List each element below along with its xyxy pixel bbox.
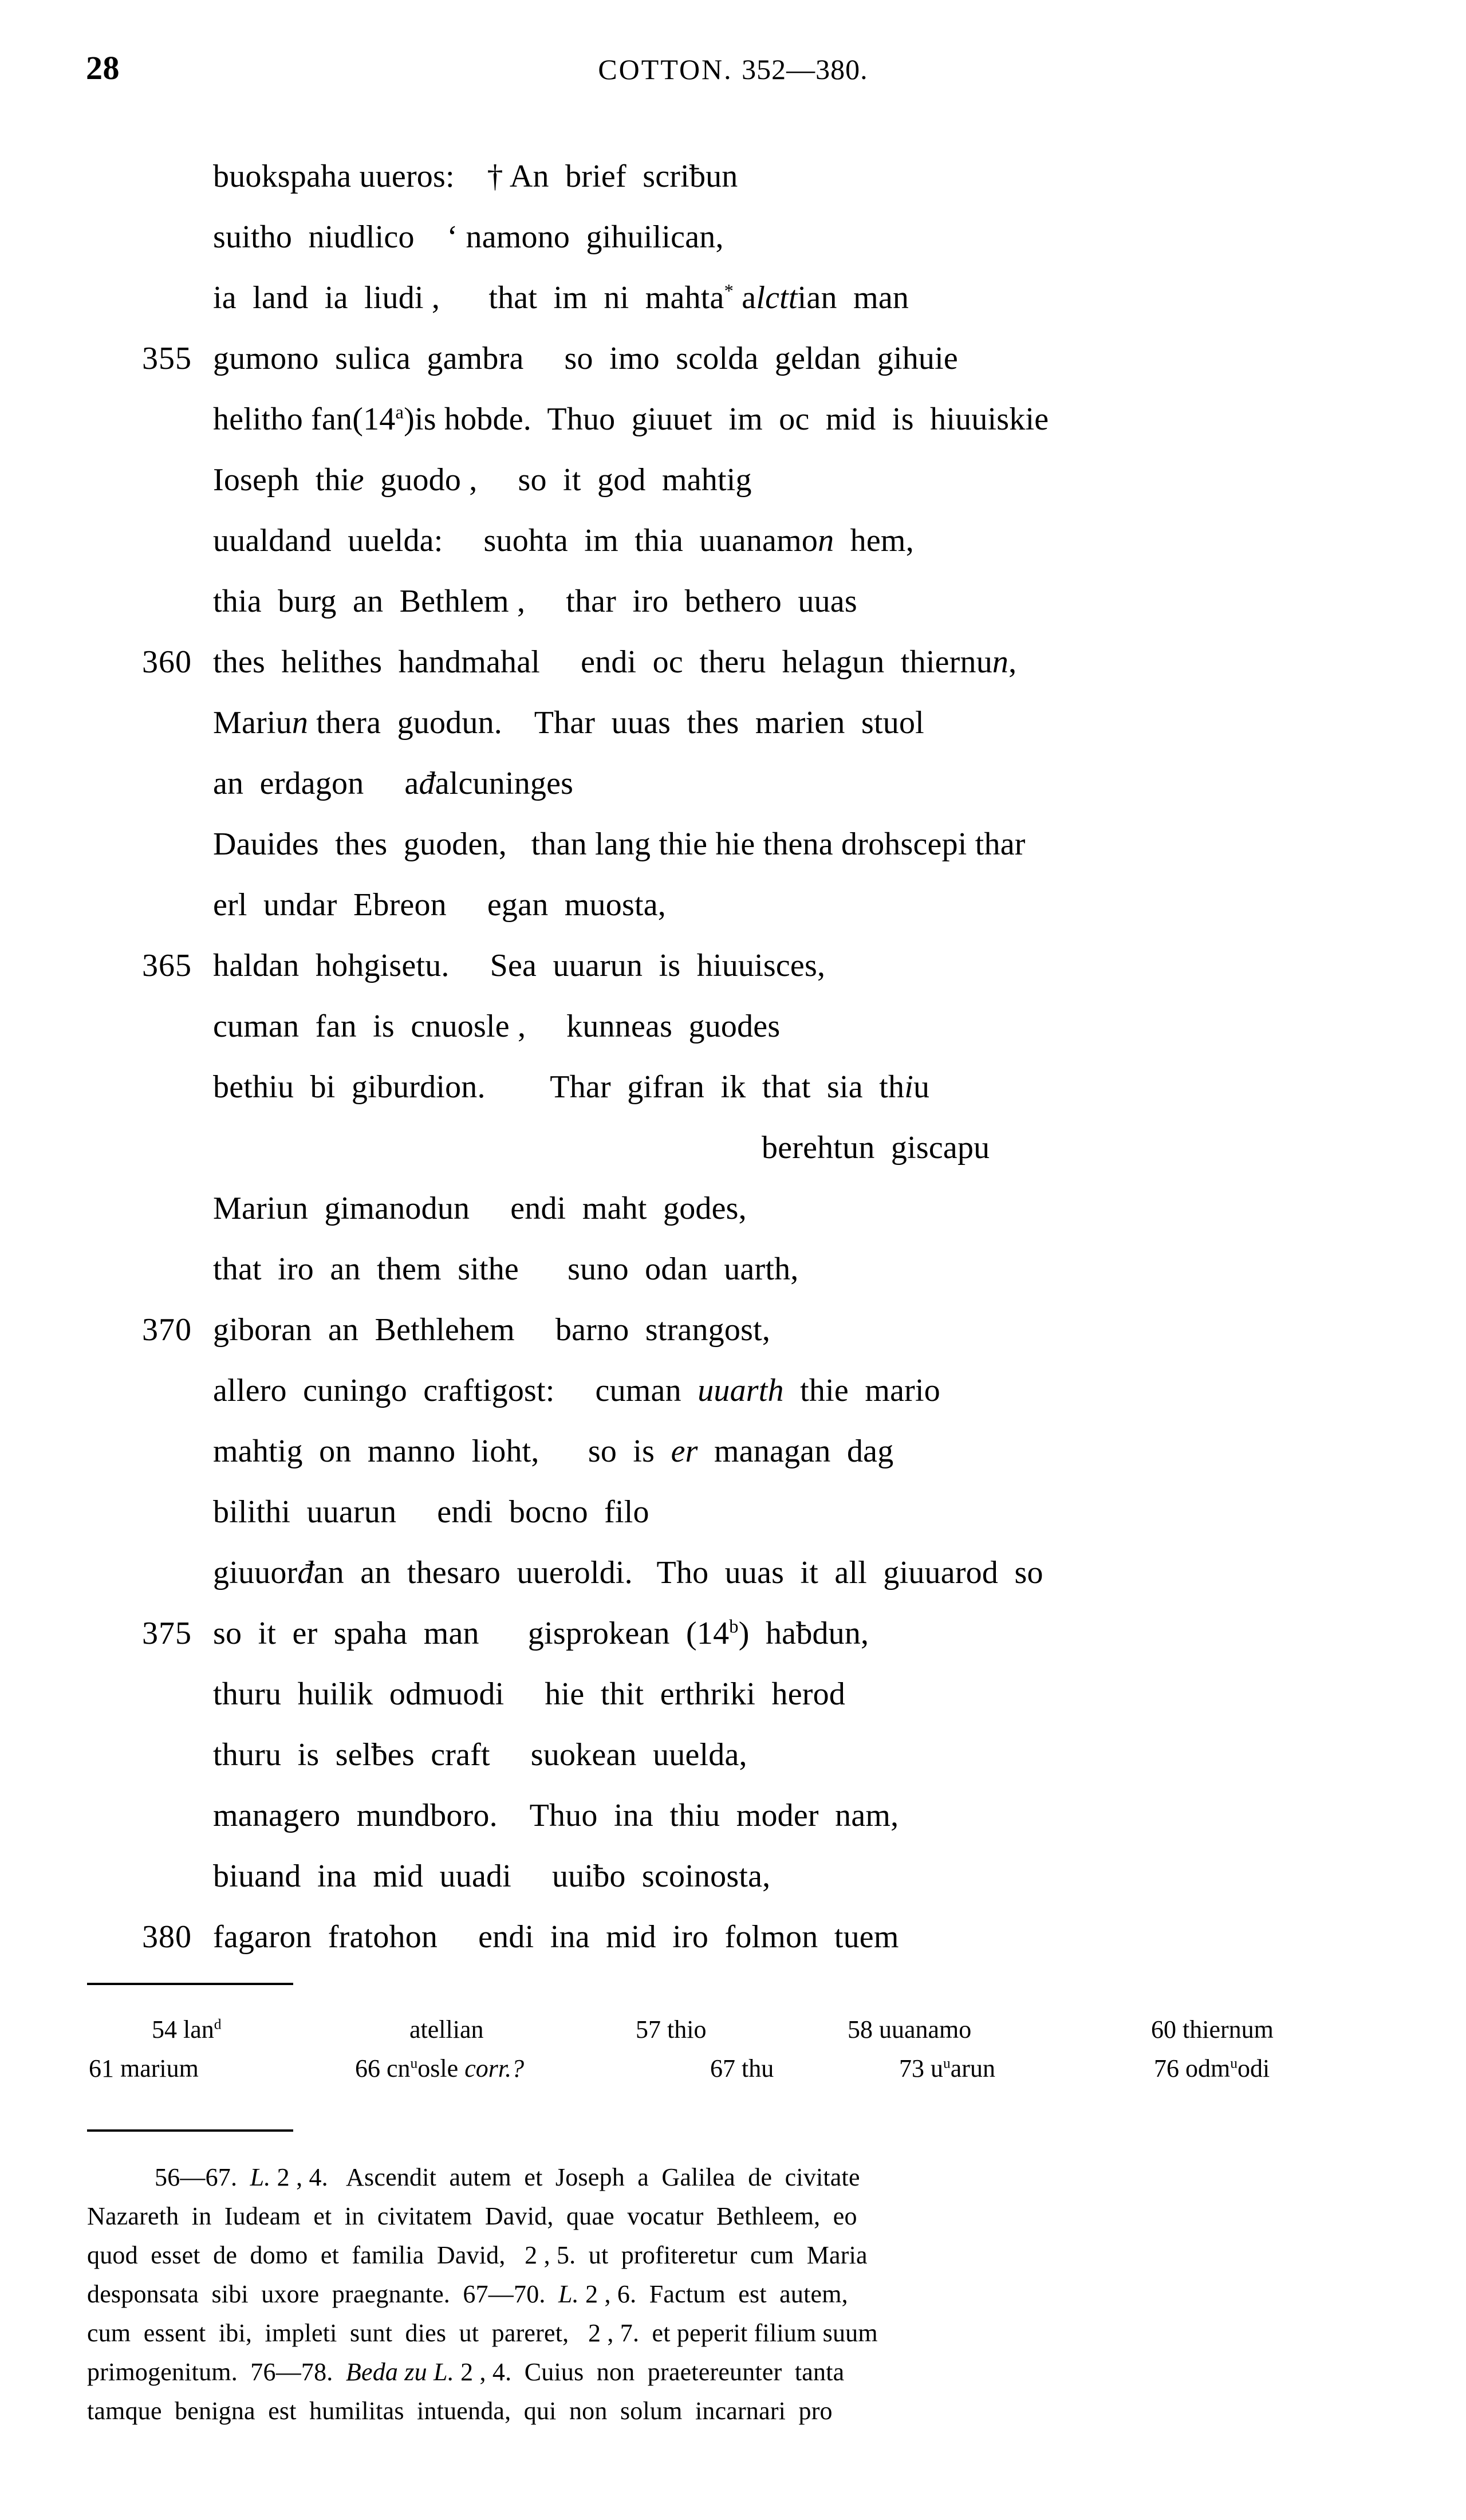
verse-line: [0, 1603, 1466, 1664]
italic-run: đ: [297, 1555, 314, 1590]
running-head: [0, 49, 1466, 97]
verse-line: [0, 1785, 1466, 1846]
verse-line: [0, 1724, 1466, 1785]
superscript-run: u: [1230, 2054, 1238, 2072]
verse-line-text: biuand ina mid uuadi uuiƀo scoinosta,: [213, 1858, 771, 1894]
verse-block: [0, 146, 1466, 1967]
superscript-run: a: [395, 402, 404, 423]
verse-line: [0, 146, 1466, 207]
verse-line: [0, 996, 1466, 1057]
verse-line: [0, 1117, 1466, 1178]
running-title: [0, 55, 1466, 84]
verse-line: [0, 510, 1466, 571]
verse-line: [0, 207, 1466, 267]
verse-line-text: so it er spaha man gisprokean (14$^b$) haƀdun,: [213, 1616, 869, 1651]
verse-line-number: 355: [142, 341, 192, 376]
verse-line-text: ia land ia liudi , that im ni mahta* alcttian man: [213, 280, 909, 316]
verse-line-text: giboran an Bethlehem barno strangost,: [213, 1312, 771, 1348]
verse-line: [0, 1482, 1466, 1542]
apparatus-entry: 76 odm$^u$odi: [1154, 2054, 1270, 2082]
verse-line-text: allero cuningo craftigost: cuman uuarth thie mario: [213, 1373, 940, 1408]
verse-line: [0, 753, 1466, 814]
italic-run: e: [349, 462, 364, 498]
italic-run: lctt: [756, 280, 798, 316]
verse-line-number: 365: [142, 948, 192, 983]
verse-line-text: thuru huilik odmuodi hie thit erthriki herod: [213, 1676, 846, 1712]
verse-line: [0, 935, 1466, 996]
italic-run: L.: [250, 2163, 271, 2191]
italic-run: n: [291, 705, 309, 741]
critical-apparatus: [0, 2010, 1466, 2088]
apparatus-rule: [87, 1983, 293, 1985]
verse-line-text: Mariun gimanodun endi maht godes,: [213, 1191, 747, 1226]
verse-line-text: erl undar Ebreon egan muosta,: [213, 887, 666, 923]
apparatus-row: [0, 2049, 1466, 2088]
verse-line: [0, 1421, 1466, 1482]
apparatus-entry: 67 thu: [710, 2054, 774, 2082]
verse-line: [0, 450, 1466, 510]
commentary-line: cum essent ibi, impleti sunt dies ut pareret, 2 , 7. et peperit filium suum: [87, 2319, 878, 2347]
page-number: 28: [86, 49, 120, 86]
verse-line-number: 360: [142, 644, 192, 680]
verse-line-text: berehtun giscapu: [762, 1130, 990, 1166]
verse-line: [0, 1907, 1466, 1967]
verse-line-text: buokspaha uueros: † An brief scriƀun: [213, 159, 738, 194]
superscript-run: u: [943, 2054, 951, 2072]
italic-run: er: [671, 1434, 698, 1469]
apparatus-entry: 66 $cn^uosle$ corr.?: [355, 2054, 525, 2082]
verse-line-text: that iro an them sithe suno odan uarth,: [213, 1251, 799, 1287]
verse-line: [0, 1664, 1466, 1724]
apparatus-entry: 73 $u^uarun$: [899, 2054, 995, 2082]
apparatus-row: [0, 2010, 1466, 2049]
verse-line-text: mahtig on manno lioht, so is er managan dag: [213, 1434, 894, 1469]
italic-run: L.: [558, 2280, 579, 2308]
verse-line-text: gumono sulica gambra so imo scolda geldan gihuie: [213, 341, 958, 376]
verse-line: [0, 1057, 1466, 1117]
verse-line-number: 375: [142, 1616, 192, 1651]
verse-line: [0, 267, 1466, 328]
verse-line: [0, 1239, 1466, 1300]
verse-line: [0, 1178, 1466, 1239]
commentary-line: quod esset de domo et familia David, 2 , 5. ut profiteretur cum Maria: [87, 2241, 868, 2269]
superscript-run: *: [724, 281, 734, 302]
superscript-run: d: [214, 2015, 222, 2033]
commentary-line: desponsata sibi uxore praegnante. 67—70. L. 2 , 6. Factum est autem,: [87, 2280, 848, 2308]
verse-line-number: 370: [142, 1312, 192, 1348]
italic-run: i: [904, 1069, 913, 1105]
verse-line: [0, 389, 1466, 450]
verse-line-text: Dauides thes guoden, than lang thie hie thena drohscepi thar: [213, 826, 1026, 862]
verse-line-text: bilithi uuarun endi bocno filo: [213, 1494, 649, 1530]
superscript-run: u: [410, 2054, 418, 2072]
verse-line: [0, 1300, 1466, 1360]
verse-line-text: uualdand uuelda: suohta im thia uuanamon hem,: [213, 523, 914, 558]
running-title-text: COTTON.: [598, 53, 733, 85]
verse-line-text: haldan hohgisetu. Sea uuarun is hiuuisces,: [213, 948, 826, 983]
verse-line-text: suitho niudlico ‘ namono gihuilican,: [213, 219, 724, 255]
running-title-line-range: 352—380.: [742, 53, 868, 85]
apparatus-entry: 61 marium: [89, 2054, 199, 2082]
verse-line: [0, 875, 1466, 935]
italic-run: Beda zu L.: [345, 2358, 454, 2386]
apparatus-entry: 60 thiernum: [1151, 2015, 1274, 2043]
verse-line: [0, 571, 1466, 632]
verse-line-text: an erdagon ađalcuninges: [213, 766, 574, 801]
italic-run: đ: [419, 766, 435, 801]
apparatus-entry: 54 lan$^d$: [152, 2015, 222, 2043]
italic-run: corr.?: [464, 2054, 525, 2082]
italic-run: n: [818, 523, 834, 558]
commentary-line: 56—67. L. 2 , 4. Ascendit autem et Joseph a Galilea de civitate: [155, 2163, 860, 2191]
verse-line: [0, 814, 1466, 875]
verse-line-text: thes helithes handmahal endi oc theru helagun thiernun,: [213, 644, 1017, 680]
commentary-line: tamque benigna est humilitas intuenda, qui non solum incarnari pro: [87, 2397, 833, 2425]
verse-line: [0, 692, 1466, 753]
verse-line: [0, 632, 1466, 692]
verse-line: [0, 1360, 1466, 1421]
verse-line-text: fagaron fratohon endi ina mid iro folmon tuem: [213, 1919, 899, 1955]
verse-line-text: thuru is selƀes craft suokean uuelda,: [213, 1737, 747, 1773]
verse-line: [0, 1846, 1466, 1907]
verse-line-text: Ioseph thie guodo , so it god mahtig: [213, 462, 752, 498]
commentary-rule: [87, 2129, 293, 2132]
italic-run: uuarth: [697, 1373, 784, 1408]
commentary-line: Nazareth in Iudeam et in civitatem David, quae vocatur Bethleem, eo: [87, 2202, 857, 2230]
verse-line-text: thia burg an Bethlem , thar iro bethero uuas: [213, 584, 857, 619]
verse-line-text: cuman fan is cnuosle , kunneas guodes: [213, 1009, 781, 1044]
apparatus-entry: atellian: [409, 2015, 484, 2043]
verse-line-text: Mariun thera guodun. Thar uuas thes marien stuol: [213, 705, 924, 741]
italic-run: n: [992, 644, 1009, 680]
verse-line-text: bethiu bi giburdion. Thar gifran ik that sia thiu: [213, 1069, 930, 1105]
commentary-line: primogenitum. 76—78. Beda zu L. 2 , 4. Cuius non praetereunter tanta: [87, 2358, 845, 2386]
verse-line-text: managero mundboro. Thuo ina thiu moder nam,: [213, 1798, 899, 1833]
apparatus-entry: 58 uuanamo: [848, 2015, 972, 2043]
verse-line-number: 380: [142, 1919, 192, 1955]
verse-line-text: helitho fan(14$^a$)is hobde. Thuo giuuet im oc mid is hiuuiskie: [213, 401, 1049, 437]
verse-line: [0, 328, 1466, 389]
verse-line: [0, 1542, 1466, 1603]
verse-line-text: giuuorđan an thesaro uueroldi. Tho uuas it all giuuarod so: [213, 1555, 1043, 1590]
latin-commentary: [87, 2158, 1382, 2431]
superscript-run: b: [729, 1616, 739, 1637]
apparatus-entry: 57 thio: [636, 2015, 707, 2043]
